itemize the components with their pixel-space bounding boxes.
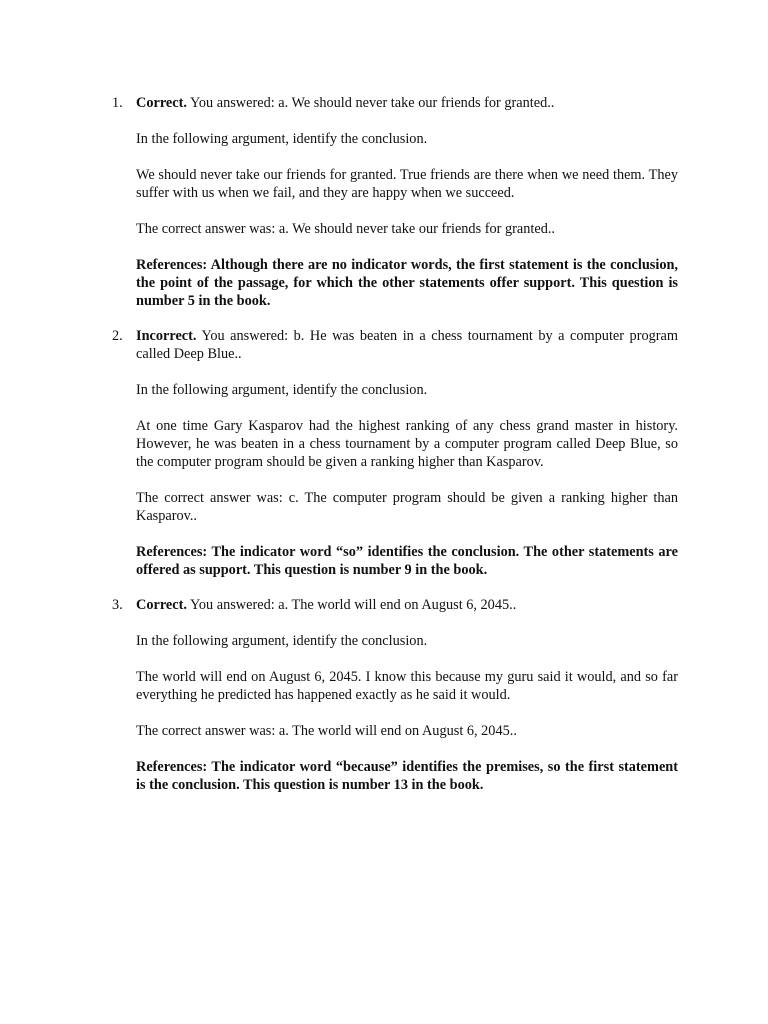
user-answer: You answered: a. We should never take our friends for granted.. — [186, 95, 555, 111]
question-number: 1. — [112, 95, 123, 111]
references: References: The indicator word “so” identifies the conclusion. The other statements are offered as support. This question is number 9 in the book. — [136, 544, 678, 578]
argument-passage: We should never take our friends for granted. True friends are there when we need them. They suffer with us when we fail, and they are happy when we succeed. — [136, 167, 678, 201]
result-status: Correct. — [136, 95, 187, 111]
answer-result-line — [136, 596, 678, 614]
correct-answer: The correct answer was: a. The world will end on August 6, 2045.. — [136, 723, 517, 739]
result-status: Incorrect. — [136, 328, 197, 344]
question-item — [112, 596, 678, 794]
question-item — [112, 94, 678, 310]
correct-answer: The correct answer was: c. The computer program should be given a ranking higher than Kasparov.. — [136, 490, 678, 524]
answer-result-line — [136, 94, 678, 112]
user-answer: You answered: a. The world will end on August 6, 2045.. — [186, 597, 517, 613]
question-item — [112, 327, 678, 579]
argument-passage: At one time Gary Kasparov had the highest ranking of any chess grand master in history. However, he was beaten in a chess tournament by a computer program called Deep Blue, so the computer program should be given a ranking higher than Kasparov. — [136, 418, 678, 470]
question-number: 3. — [112, 597, 123, 613]
user-answer: You answered: b. He was beaten in a chess tournament by a computer program called Deep Blue.. — [136, 328, 678, 362]
correct-answer: The correct answer was: a. We should never take our friends for granted.. — [136, 221, 555, 237]
question-prompt: In the following argument, identify the conclusion. — [136, 131, 428, 147]
question-prompt: In the following argument, identify the conclusion. — [136, 633, 428, 649]
answer-result-line — [136, 327, 678, 363]
question-number: 2. — [112, 328, 123, 344]
references: References: Although there are no indicator words, the first statement is the conclusion, the point of the passage, for which the other statements offer support. This question is number 5 in the book. — [136, 257, 678, 309]
result-status: Correct. — [136, 597, 187, 613]
argument-passage: The world will end on August 6, 2045. I know this because my guru said it would, and so far everything he predicted has happened exactly as he said it would. — [136, 669, 678, 703]
question-prompt: In the following argument, identify the conclusion. — [136, 382, 428, 398]
references: References: The indicator word “because” identifies the premises, so the first statement is the conclusion. This question is number 13 in the book. — [136, 759, 678, 793]
